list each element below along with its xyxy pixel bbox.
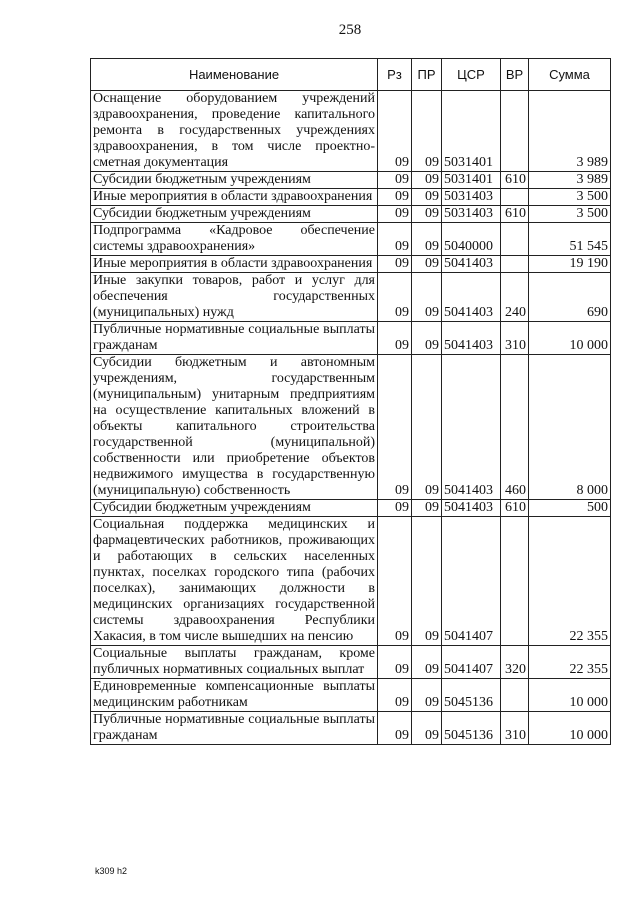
row-vr-cell: 610 bbox=[501, 206, 529, 223]
row-csr-cell: 5031403 bbox=[442, 189, 501, 206]
header-csr: ЦСР bbox=[442, 59, 501, 91]
row-vr-cell bbox=[501, 223, 529, 256]
table-row bbox=[91, 273, 611, 322]
row-csr-cell: 5031401 bbox=[442, 91, 501, 172]
row-rz-cell: 09 bbox=[378, 273, 412, 322]
header-rz: Рз bbox=[378, 59, 412, 91]
row-sum-cell: 22 355 bbox=[529, 517, 611, 646]
row-sum-cell: 3 989 bbox=[529, 172, 611, 189]
row-rz-cell: 09 bbox=[378, 256, 412, 273]
row-name-cell: Публичные нормативные социальные выплаты гражданам bbox=[91, 322, 378, 355]
row-rz-cell: 09 bbox=[378, 189, 412, 206]
row-pr-cell: 09 bbox=[412, 189, 442, 206]
budget-table bbox=[90, 58, 611, 745]
table-header-row bbox=[91, 59, 611, 91]
row-vr-cell bbox=[501, 91, 529, 172]
row-vr-cell bbox=[501, 256, 529, 273]
row-sum-cell: 3 500 bbox=[529, 206, 611, 223]
row-name-cell: Субсидии бюджетным учреждениям bbox=[91, 500, 378, 517]
header-pr: ПР bbox=[412, 59, 442, 91]
row-rz-cell: 09 bbox=[378, 355, 412, 500]
row-rz-cell: 09 bbox=[378, 223, 412, 256]
footer-code: k309 h2 bbox=[95, 866, 128, 876]
table-row bbox=[91, 206, 611, 223]
row-csr-cell: 5045136 bbox=[442, 679, 501, 712]
table-row bbox=[91, 679, 611, 712]
table-row bbox=[91, 322, 611, 355]
row-sum-cell: 690 bbox=[529, 273, 611, 322]
row-rz-cell: 09 bbox=[378, 91, 412, 172]
page-number: 258 bbox=[338, 22, 362, 38]
header-name: Наименование bbox=[91, 59, 378, 91]
table-body bbox=[91, 91, 611, 745]
row-rz-cell: 09 bbox=[378, 679, 412, 712]
row-vr-cell bbox=[501, 189, 529, 206]
row-pr-cell: 09 bbox=[412, 500, 442, 517]
table-row bbox=[91, 517, 611, 646]
header-vr: ВР bbox=[501, 59, 529, 91]
row-vr-cell: 610 bbox=[501, 500, 529, 517]
row-name-cell: Публичные нормативные социальные выплаты гражданам bbox=[91, 712, 378, 745]
row-csr-cell: 5041403 bbox=[442, 500, 501, 517]
row-csr-cell: 5031403 bbox=[442, 206, 501, 223]
row-name-cell: Подпрограмма «Кадровое обеспечение системы здравоохранения» bbox=[91, 223, 378, 256]
row-sum-cell: 22 355 bbox=[529, 646, 611, 679]
row-pr-cell: 09 bbox=[412, 712, 442, 745]
table-row bbox=[91, 256, 611, 273]
table-row bbox=[91, 172, 611, 189]
table-row bbox=[91, 355, 611, 500]
row-rz-cell: 09 bbox=[378, 500, 412, 517]
row-rz-cell: 09 bbox=[378, 712, 412, 745]
row-pr-cell: 09 bbox=[412, 679, 442, 712]
row-csr-cell: 5041403 bbox=[442, 273, 501, 322]
row-vr-cell bbox=[501, 517, 529, 646]
row-pr-cell: 09 bbox=[412, 517, 442, 646]
row-csr-cell: 5045136 bbox=[442, 712, 501, 745]
row-rz-cell: 09 bbox=[378, 517, 412, 646]
row-name-cell: Социальная поддержка медицинских и фармацевтических работников, проживающих и работающих в сельских населенных пунктах, поселках городского типа (рабочих поселках), занимающих должности в медицинских организациях государственной системы здравоохранения Республики Хакасия, в том числе вышедших на пенсию bbox=[91, 517, 378, 646]
row-pr-cell: 09 bbox=[412, 646, 442, 679]
row-vr-cell: 310 bbox=[501, 322, 529, 355]
row-name-cell: Иные мероприятия в области здравоохранения bbox=[91, 189, 378, 206]
row-sum-cell: 10 000 bbox=[529, 322, 611, 355]
row-vr-cell: 240 bbox=[501, 273, 529, 322]
row-name-cell: Оснащение оборудованием учреждений здравоохранения, проведение капитального ремонта в государственных учреждениях здравоохранения, в том числе проектно-сметная документация bbox=[91, 91, 378, 172]
row-sum-cell: 500 bbox=[529, 500, 611, 517]
table-row bbox=[91, 91, 611, 172]
row-rz-cell: 09 bbox=[378, 206, 412, 223]
row-name-cell: Иные закупки товаров, работ и услуг для обеспечения государственных (муниципальных) нужд bbox=[91, 273, 378, 322]
table-row bbox=[91, 223, 611, 256]
row-vr-cell: 320 bbox=[501, 646, 529, 679]
row-vr-cell: 460 bbox=[501, 355, 529, 500]
table-row bbox=[91, 646, 611, 679]
row-csr-cell: 5031401 bbox=[442, 172, 501, 189]
row-name-cell: Субсидии бюджетным и автономным учреждениям, государственным (муниципальным) унитарным предприятиям на осуществление капитальных вложений в объекты капитального строительства государственной (муниципальной) собственности или приобретение объектов недвижимого имущества в государственную (муниципальную) собственность bbox=[91, 355, 378, 500]
table-row bbox=[91, 500, 611, 517]
row-pr-cell: 09 bbox=[412, 172, 442, 189]
row-pr-cell: 09 bbox=[412, 223, 442, 256]
table-row bbox=[91, 712, 611, 745]
header-sum: Сумма bbox=[529, 59, 611, 91]
row-csr-cell: 5041403 bbox=[442, 256, 501, 273]
row-pr-cell: 09 bbox=[412, 355, 442, 500]
row-csr-cell: 5040000 bbox=[442, 223, 501, 256]
row-sum-cell: 8 000 bbox=[529, 355, 611, 500]
row-pr-cell: 09 bbox=[412, 273, 442, 322]
row-name-cell: Иные мероприятия в области здравоохранения bbox=[91, 256, 378, 273]
row-name-cell: Субсидии бюджетным учреждениям bbox=[91, 206, 378, 223]
row-csr-cell: 5041403 bbox=[442, 322, 501, 355]
row-csr-cell: 5041407 bbox=[442, 517, 501, 646]
row-sum-cell: 19 190 bbox=[529, 256, 611, 273]
row-name-cell: Субсидии бюджетным учреждениям bbox=[91, 172, 378, 189]
row-sum-cell: 3 500 bbox=[529, 189, 611, 206]
row-pr-cell: 09 bbox=[412, 206, 442, 223]
table-row bbox=[91, 189, 611, 206]
row-name-cell: Социальные выплаты гражданам, кроме публичных нормативных социальных выплат bbox=[91, 646, 378, 679]
row-name-cell: Единовременные компенсационные выплаты медицинским работникам bbox=[91, 679, 378, 712]
row-sum-cell: 51 545 bbox=[529, 223, 611, 256]
row-rz-cell: 09 bbox=[378, 172, 412, 189]
row-vr-cell: 310 bbox=[501, 712, 529, 745]
row-pr-cell: 09 bbox=[412, 256, 442, 273]
row-vr-cell: 610 bbox=[501, 172, 529, 189]
row-rz-cell: 09 bbox=[378, 646, 412, 679]
row-vr-cell bbox=[501, 679, 529, 712]
row-rz-cell: 09 bbox=[378, 322, 412, 355]
row-sum-cell: 10 000 bbox=[529, 679, 611, 712]
row-csr-cell: 5041407 bbox=[442, 646, 501, 679]
row-sum-cell: 3 989 bbox=[529, 91, 611, 172]
row-pr-cell: 09 bbox=[412, 322, 442, 355]
row-sum-cell: 10 000 bbox=[529, 712, 611, 745]
row-pr-cell: 09 bbox=[412, 91, 442, 172]
row-csr-cell: 5041403 bbox=[442, 355, 501, 500]
